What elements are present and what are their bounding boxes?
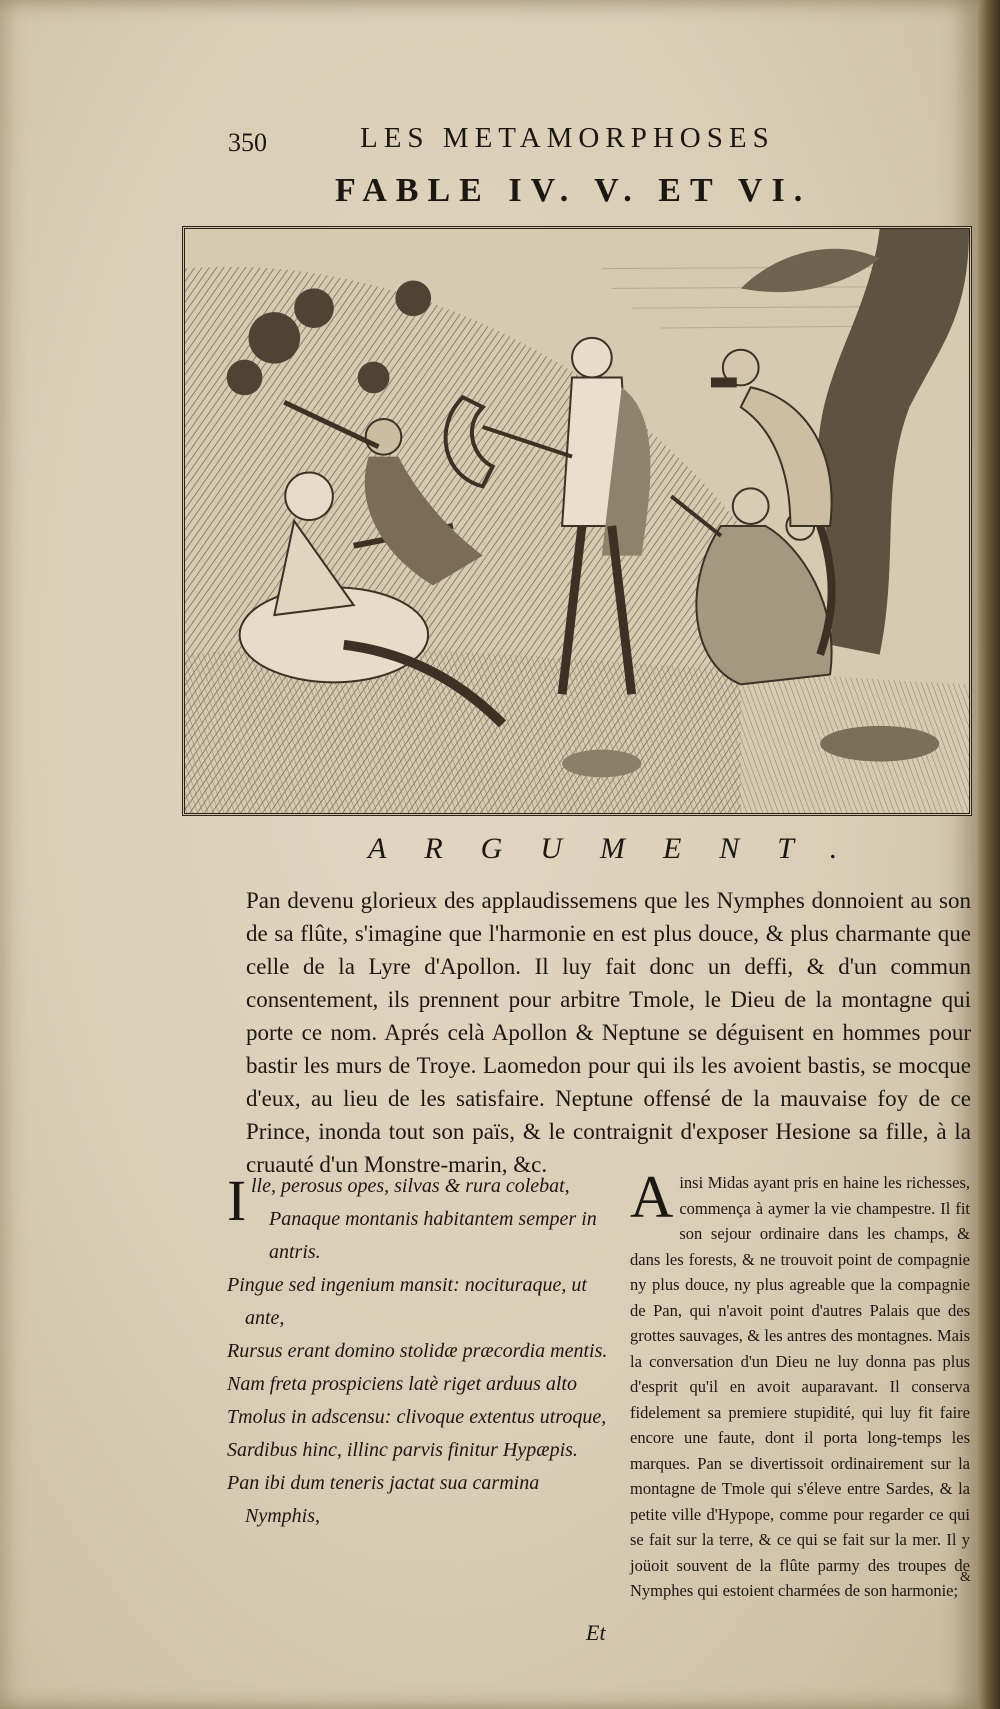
latin-verse-line: Rursus erant domino stolidæ præcordia mentis. — [227, 1340, 608, 1362]
latin-verse-line: Pingue sed ingenium mansit: nocituraque, ut ante, — [227, 1274, 587, 1329]
argument-text: Pan devenu glorieux des applaudissemens que les Nymphes donnoient au son de sa flûte, s'imagine que l'harmonie en est plus douce, & plus charmante que celle de la Lyre d'Apollon. Il luy fait donc un deffi, & d'un commun consentement, ils prennent pour arbitre Tmole, le Dieu de la montagne qui porte ce nom. Aprés celà Apollon & Neptune se déguisent en hommes pour bastir les murs de Troye. Laomedon pour qui ils les avoient bastis, se mocque d'eux, au lieu de les satisfaire. Neptune offensé de la mauvaise foy de ce Prince, inonda tout son païs, & le contraignit d'exposer Hesione sa fille, à la cruauté d'un Monstre-marin, &c. — [246, 888, 971, 1177]
latin-verse-line: Sardibus hinc, illinc parvis finitur Hypæpis. — [227, 1439, 578, 1461]
latin-verse-line: Pan ibi dum teneris jactat sua carmina Nymphis, — [227, 1472, 540, 1527]
latin-dropcap: I — [227, 1168, 247, 1233]
latin-verse-line: Panaque montanis habitantem semper in antris. — [269, 1208, 597, 1263]
french-prose-column — [630, 1164, 970, 1604]
fable-title: FABLE IV. V. ET VI. — [335, 172, 812, 209]
latin-verse-column — [227, 1170, 615, 1533]
engraving-scene — [185, 229, 969, 813]
latin-verse-line: Tmolus in adscensu: clivoque extentus utroque, — [227, 1406, 607, 1428]
latin-first-line: lle, perosus opes, silvas & rura colebat, — [251, 1175, 570, 1197]
argument-heading: ARGUMENT. — [368, 832, 876, 865]
french-catchword: & — [960, 1570, 971, 1585]
running-title: LES METAMORPHOSES — [360, 122, 775, 154]
page-number: 350 — [228, 128, 267, 157]
latin-verse-first — [227, 1168, 615, 1233]
french-dropcap: A — [630, 1164, 674, 1230]
latin-catchword: Et — [586, 1620, 606, 1645]
engraving-illustration — [182, 226, 972, 816]
latin-verse-line: Nam freta prospiciens latè riget arduus alto — [227, 1373, 577, 1395]
french-text: insi Midas ayant pris en haine les richesses, commença à aymer la vie champestre. Il fit son sejour ordinaire dans les champs, & dans les forests, & ne trouvoit point de compagnie ny plus douce, ny plus agreable que la compagnie de Pan, qui n'avoit point d'autres Palais que des grottes sauvages, & les antres des montagnes. Mais la conversation d'un Dieu ne luy donna pas plus d'esprit qu'il en avoit auparavant. Il conserva fidelement sa premiere stupidité, qui luy fit faire encore une faute, dont il porta long-temps les marques. Pan se divertissoit ordinairement sur la montagne de Tmole qui s'éleve entre Sardes, & la petite ville d'Hypope, comme pour regarder ce qui se fait sur la terre, & ce qui se fait sur la mer. Il y joüoit souvent de la flûte parmy des troupes de Nymphes qui estoient charmées de son harmonie; — [630, 1173, 970, 1600]
